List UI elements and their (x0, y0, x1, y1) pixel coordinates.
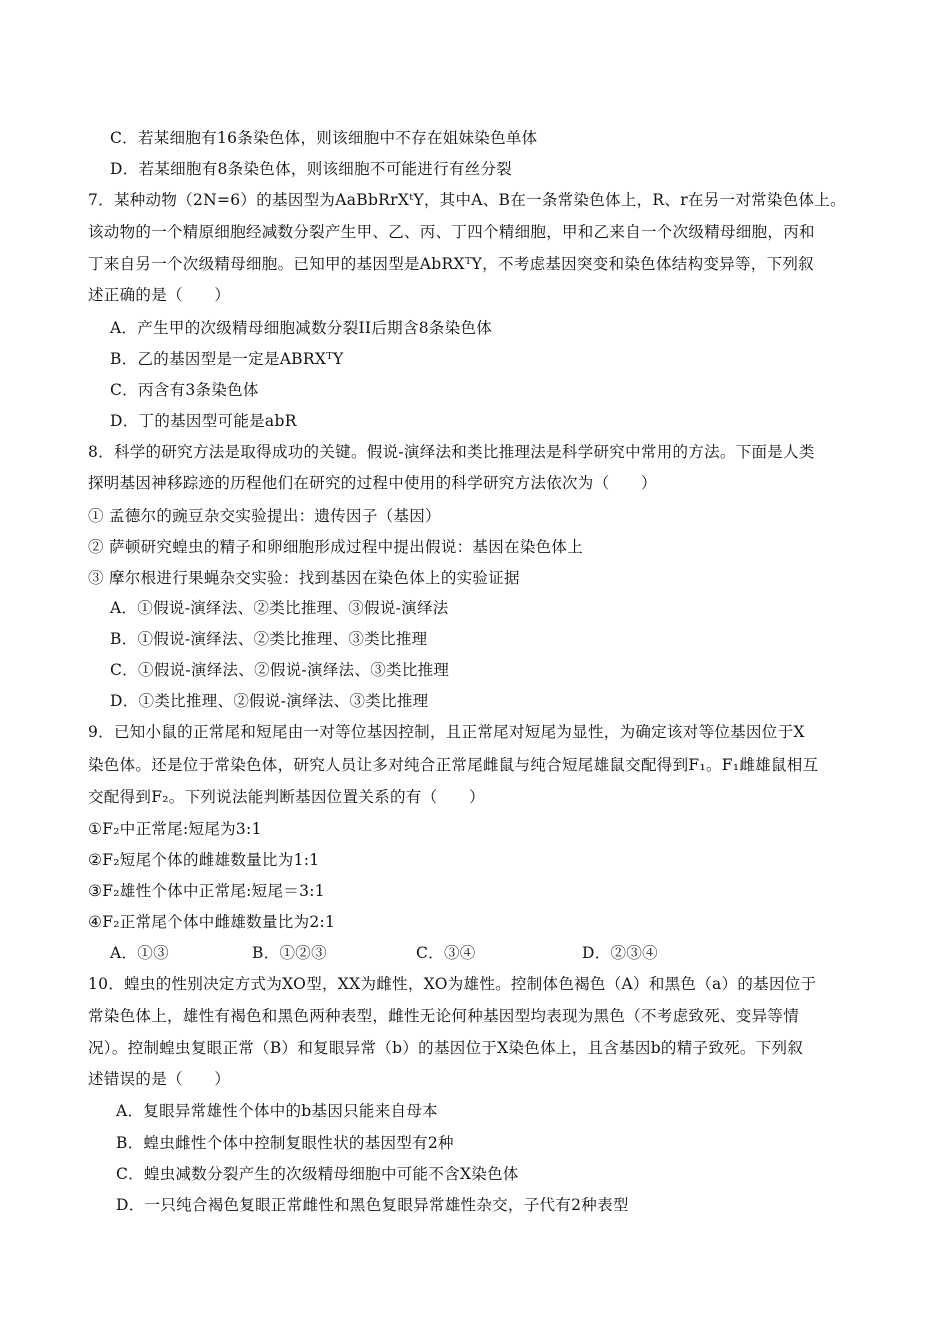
q8-option-d: D．①类比推理、②假说-演绎法、③类比推理 (110, 692, 429, 710)
q8-stem-line1: 8．科学的研究方法是取得成功的关键。假说-演绎法和类比推理法是科学研究中常用的方法。下面是人类 (88, 443, 815, 461)
q6-option-d: D．若某细胞有8条染色体，则该细胞不可能进行有丝分裂 (110, 160, 513, 178)
q8-option-c: C．①假说-演绎法、②假说-演绎法、③类比推理 (110, 661, 450, 679)
q9-option-b: B．①②③ (252, 944, 327, 962)
q8-item-1: ① 孟德尔的豌豆杂交实验提出：遗传因子（基因） (88, 507, 441, 525)
q7-option-a: A．产生甲的次级精母细胞减数分裂II后期含8条染色体 (110, 319, 493, 337)
q8-stem-line2: 探明基因神移踪迹的历程他们在研究的过程中使用的科学研究方法依次为（ ） (88, 474, 657, 492)
q10-stem-line3: 况）。控制蝗虫复眼正常（B）和复眼异常（b）的基因位于X染色体上，且含基因b的精子致死。下列叙 (88, 1039, 804, 1057)
q9-option-a: A．①③ (110, 944, 169, 962)
q7-option-c: C．丙含有3条染色体 (110, 381, 259, 399)
q7-stem-line1: 7．某种动物（2N=6）的基因型为AaBbRrXᵗY，其中A、B在一条常染色体上，R、r在另一对常染色体上。 (88, 191, 846, 209)
q10-stem-line2: 常染色体上，雄性有褐色和黑色两种表型，雌性无论何种基因型均表现为黑色（不考虑致死、变异等情 (88, 1007, 800, 1025)
q9-item-2: ②F₂短尾个体的雌雄数量比为1:1 (88, 851, 320, 869)
q9-stem-line1: 9．已知小鼠的正常尾和短尾由一对等位基因控制，且正常尾对短尾为显性，为确定该对等位基因位于X (88, 723, 805, 741)
q9-option-d: D．②③④ (582, 944, 658, 962)
q9-stem-line3: 交配得到F₂。下列说法能判断基因位置关系的有（ ） (88, 788, 485, 806)
q7-stem-line3: 丁来自另一个次级精母细胞。已知甲的基因型是AbRXᵀY，不考虑基因突变和染色体结构变异等，下列叙 (88, 255, 814, 273)
q9-item-1: ①F₂中正常尾:短尾为3:1 (88, 820, 262, 838)
q8-option-b: B．①假说-演绎法、②类比推理、③类比推理 (110, 630, 428, 648)
q9-item-3: ③F₂雄性个体中正常尾:短尾＝3:1 (88, 882, 325, 900)
q6-option-c: C．若某细胞有16条染色体，则该细胞中不存在姐妹染色单体 (110, 129, 538, 147)
q9-option-c: C．③④ (416, 944, 476, 962)
q8-item-3: ③ 摩尔根进行果蝇杂交实验：找到基因在染色体上的实验证据 (88, 569, 520, 587)
q7-stem-line4: 述正确的是（ ） (88, 286, 231, 304)
q8-item-2: ② 萨顿研究蝗虫的精子和卵细胞形成过程中提出假说：基因在染色体上 (88, 538, 584, 556)
q7-option-d: D．丁的基因型可能是abR (110, 412, 297, 430)
q7-option-b: B．乙的基因型是一定是ABRXᵀY (110, 350, 344, 368)
q10-option-b: B．蝗虫雌性个体中控制复眼性状的基因型有2种 (116, 1134, 454, 1152)
q7-stem-line2: 该动物的一个精原细胞经减数分裂产生甲、乙、丙、丁四个精细胞，甲和乙来自一个次级精母细胞，丙和 (88, 223, 815, 241)
q9-stem-line2: 染色体。还是位于常染色体，研究人员让多对纯合正常尾雌鼠与纯合短尾雄鼠交配得到F₁。F₁雌雄鼠相互 (88, 756, 819, 774)
q10-option-d: D．一只纯合褐色复眼正常雌性和黑色复眼异常雄性杂交，子代有2种表型 (116, 1196, 629, 1214)
q10-option-a: A．复眼异常雄性个体中的b基因只能来自母本 (116, 1102, 438, 1120)
q10-stem-line4: 述错误的是（ ） (88, 1070, 231, 1088)
q9-options (110, 943, 658, 963)
q10-stem-line1: 10．蝗虫的性别决定方式为XO型，XX为雌性，XO为雄性。控制体色褐色（A）和黑色（a）的基因位于 (88, 975, 817, 993)
q8-option-a: A．①假说-演绎法、②类比推理、③假说-演绎法 (110, 599, 449, 617)
q9-item-4: ④F₂正常尾个体中雌雄数量比为2:1 (88, 913, 336, 931)
q10-option-c: C．蝗虫减数分裂产生的次级精母细胞中可能不含X染色体 (116, 1165, 519, 1183)
